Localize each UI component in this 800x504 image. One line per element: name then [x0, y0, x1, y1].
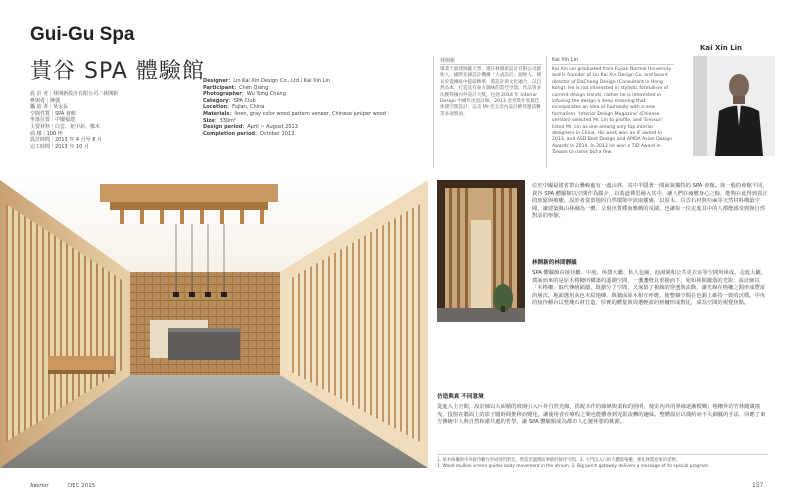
credit-line: 空間性質｜SPA 會館	[30, 110, 76, 117]
credit-line: 坐落位置｜中國福建	[30, 117, 76, 124]
credit-key: Location：	[203, 104, 233, 111]
credit-key: Designer：	[203, 78, 234, 84]
credit-value: Wu Yong Chang	[246, 91, 286, 98]
issue-date: DEC 2015	[68, 483, 96, 489]
article-section-1: SPA 體驗館由接待廳、中庭、休憩大廳、私人包廂、泡湯間和公共更衣室等空間所組成。走進大廳，撲面而來的是原木格柵所構築的溫潤空間，一盞盞燈具垂掛而下，宛如林間灑落的光影；設計師以「木格柵」取代傳統隔牆，既劃分了空間，又保留了視線的穿透與流動，讓光線在格柵之間形成豐富的層次。地面選用灰色木紋地磚，與牆面原木相互呼應，使整個空間在色調上維持一致的沉穩。中央的接待櫃台以整塊石材打造，厚實的體量與周遭輕盈的格柵形成對比，成為空間的視覺焦點。	[532, 270, 766, 307]
credit-value: Lin Kai Xin Design Co., Ltd./ Kai Xin Lin	[233, 78, 330, 84]
bio-rule	[440, 64, 542, 65]
credit-key: Size：	[203, 117, 220, 124]
credit-key: Participant：	[203, 84, 240, 91]
credit-key: Design period：	[203, 124, 248, 131]
entrance-illustration	[437, 180, 525, 322]
caption-en: 1. Wood mullion screen guides body movement in the atrium. 2. Big porch gateway delivers a message of its special program.	[437, 463, 710, 469]
credit-value: Chen Qiang	[239, 84, 269, 91]
bio-text-zh: 畢業于福建師範大學，現任林開新設計有限公司創始人，國際先鋒設計機構「大成設計」創始人，擅長於從傳統中提取精華，將設計與文化融合，以自然為本，打造具有東方韻味的當代空間。作品曾多次獲得國內外設計大獎，包括 2014 年 Interior Design 中國年度設計師、2013 金堂獎年度最佳休閒空間設計，以及 IAI 亞太室內設計精英邀請賽等多項獎項。	[440, 67, 542, 117]
bio-label-en: Kai Xin Lin	[552, 57, 579, 63]
section-heading-1: 林開新的林間靜謐	[532, 260, 577, 266]
caption-zh: 1. 原木格柵與中央接待櫃台形成強烈對比，營造出溫潤而寧靜的接待空間。2. 大門以入口的大體量格柵，強化林間意象的延伸。	[437, 458, 680, 463]
bio-rule	[552, 64, 674, 65]
credit-line: 參與者｜陳強	[30, 97, 61, 104]
credit-line: 面 積｜100 坪	[30, 130, 63, 137]
credit-line	[203, 98, 408, 105]
credit-line	[203, 78, 408, 85]
credit-line: 設 計 者｜林開新設計有限公司／林開新	[30, 91, 119, 97]
credit-line	[203, 124, 408, 131]
credits-zh	[30, 91, 195, 150]
credit-line	[203, 91, 408, 98]
article-title-zh: 貴谷 SPA 體驗館	[30, 59, 205, 84]
article-intro: 位於中國福建省群山疊嶂處有一處山林，其中半隱著一間面貌獨特的 SPA 會館。與一般的會館不同，貴谷 SPA 體驗館以空間作為媒介，以茶道禪思融入其中，讓人們在疲憊身心之餘，能夠在此得到真正的放鬆與療癒。設計者從當地的自然環境中汲取靈感，以原木、白雲石材與亞麻等天然材料構築空間，讓建築與山林融為一體，呈現出質樸而雅緻的氛圍，也讓每一位走進其中的人都能感受到與自然對話的寧靜。	[532, 183, 768, 220]
credit-value: 330m²	[219, 117, 237, 124]
credit-line	[203, 85, 408, 92]
section-heading-2: 仿造與真 不同意境	[437, 394, 484, 400]
credit-line: 主要材料｜白雲、花中彩、橡木	[30, 123, 101, 130]
credit-key: Materials：	[203, 110, 235, 117]
bio-label-zh: 林開新	[440, 58, 456, 64]
bio-text-en: Kai Xin Lin graduated from Fujian Normal University and is founder of Lin Kai Xin Design Co. and board director of DaCheng Design (Consultant in Hong Kong). He is not interested in stylistic formalism of current design trends, rather he is interested in infusing the design a deep meaning that incorporates an idea of humanity with a new formalism. 'Interior Design Magazine' (Chinese version) selected Mr. Lin to profile, and 'Ennxun' listed Mr. Lin as one among only top interior designers in China. His work won an IF award in 2013, and ASD Best Design and APIDA Asian Design Awards in 2014. In 2013 he won a TID Award in Taiwan to name but a few.	[552, 67, 673, 156]
credit-key: Completion period：	[203, 130, 261, 137]
credit-line: 完工時間｜2013 年 10 月	[30, 143, 89, 150]
lobby-illustration	[0, 180, 428, 468]
credit-value: Fujian, China	[232, 104, 265, 111]
designer-name: Kai Xin Lin	[700, 44, 743, 52]
credit-line	[203, 104, 408, 111]
credit-value: SPA Club	[233, 97, 256, 104]
designer-portrait	[693, 56, 775, 156]
page-number: 157	[752, 482, 764, 489]
credit-line	[203, 131, 408, 138]
credit-line	[203, 118, 408, 125]
credit-line: 設計時間｜2013 年 4 月至 8 月	[30, 137, 103, 144]
magazine-logo: Interior	[30, 483, 49, 489]
credit-value: October 2013	[260, 130, 295, 137]
entrance-photo	[437, 180, 525, 322]
credit-line	[203, 111, 408, 118]
credits-en	[203, 78, 408, 137]
main-interior-photo	[0, 180, 428, 468]
photo-captions	[437, 458, 767, 469]
credit-value: April ~ August 2013	[247, 124, 298, 131]
caption-rule	[437, 454, 768, 455]
credit-value: linen, gray color wood pattern veneer, Chinese juniper wood	[234, 110, 386, 117]
credit-key: Category：	[203, 97, 234, 104]
article-title-en: Gui-Gu Spa	[30, 24, 135, 45]
credit-key: Photographer：	[203, 91, 247, 98]
credit-line: 攝 影 者｜吳永長	[30, 104, 69, 111]
column-divider	[433, 56, 434, 168]
portrait-illustration	[693, 56, 775, 156]
column-divider	[546, 56, 547, 168]
article-section-2: 從進入主空間，設計師以大面積的玻璃引入戶外自然光線，搭配木作的線條與柔和的照明，使室內外的界線逐漸模糊；格柵外的竹林隨風搖曳，投射在牆面上的影子隨時間推移而變化，讓使用者在療程之間也能體會到光影流轉的趣味。整體設計以簡約而不失細膩的手法，回應了東方傳統中人與自然和諧共處的哲學，讓 SPA 體驗館成為都市人心靈休憩的桃源。	[437, 404, 766, 426]
